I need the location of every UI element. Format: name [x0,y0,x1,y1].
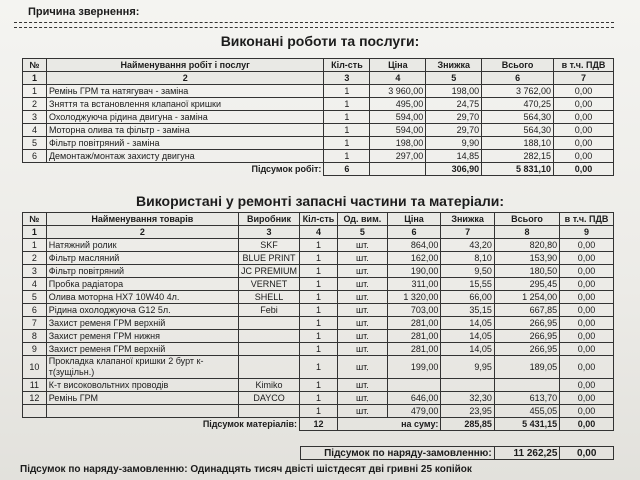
table-cell: 1 [300,239,338,252]
table-cell: 1 [300,343,338,356]
parts-row [23,291,614,304]
table-cell: Захист ременя ГРМ верхній [46,343,238,356]
parts-number-row [23,226,614,239]
table-cell: 180,50 [494,265,559,278]
column-number: 7 [554,72,614,85]
table-cell: 311,00 [387,278,441,291]
table-cell: 281,00 [387,330,441,343]
table-cell: 11 [23,379,47,392]
table-cell: шт. [337,392,387,405]
table-cell: шт. [337,330,387,343]
table-cell: 1 [300,291,338,304]
table-cell: 564,30 [482,124,554,137]
table-cell: 0,00 [560,265,614,278]
table-cell: 1 [300,330,338,343]
table-cell: Натяжний ролик [46,239,238,252]
table-cell: 594,00 [370,124,426,137]
column-number: 4 [300,226,338,239]
table-cell: 4 [23,278,47,291]
order-total-vat: 0,00 [560,447,614,460]
column-number: 9 [560,226,614,239]
table-cell: шт. [337,278,387,291]
table-cell: 24,75 [426,98,482,111]
table-cell: 9,90 [426,137,482,150]
column-header: в т.ч. ПДВ [554,59,614,72]
parts-total-qty: 12 [300,418,338,431]
table-cell: Фільтр масляний [46,252,238,265]
table-cell: SHELL [239,291,300,304]
table-cell: 66,00 [441,291,495,304]
column-header: Знижка [426,59,482,72]
column-number: 2 [46,72,323,85]
works-total-sum: 5 831,10 [482,163,554,176]
table-cell: Прокладка клапаної кришки 2 бурт к-т(зущільн.) [46,356,238,379]
table-cell: 5 [23,137,47,150]
table-cell: 266,95 [494,343,559,356]
table-cell: 1 [23,239,47,252]
works-total-qty: 6 [324,163,370,176]
parts-row [23,304,614,317]
table-cell: 189,05 [494,356,559,379]
works-total-discount: 306,90 [426,163,482,176]
table-cell: 190,00 [387,265,441,278]
parts-row [23,278,614,291]
table-cell: BLUE PRINT [239,252,300,265]
column-header: в т.ч. ПДВ [560,213,614,226]
table-cell: Охолоджуюча рідина двигуна - заміна [46,111,323,124]
table-cell: 297,00 [370,150,426,163]
table-cell: 1 [324,150,370,163]
table-cell: 1 320,00 [387,291,441,304]
parts-row [23,356,614,379]
table-cell: 3 [23,111,47,124]
table-cell: 29,70 [426,111,482,124]
table-cell: 188,10 [482,137,554,150]
table-cell: 266,95 [494,330,559,343]
parts-total-row [23,418,614,431]
parts-row [23,392,614,405]
table-cell: шт. [337,356,387,379]
table-cell: 6 [23,150,47,163]
table-cell: Kimiko [239,379,300,392]
table-cell [239,317,300,330]
table-cell: 1 [324,124,370,137]
table-cell: 14,05 [441,317,495,330]
table-cell: 198,00 [426,85,482,98]
order-total-value: 11 262,25 [494,447,560,460]
table-cell: Олива моторна HX7 10W40 4л. [46,291,238,304]
table-cell: Зняття та встановлення клапаної кришки [46,98,323,111]
table-cell: 9 [23,343,47,356]
column-number: 3 [324,72,370,85]
table-cell: шт. [337,317,387,330]
table-cell: 1 [300,405,338,418]
table-cell: 282,15 [482,150,554,163]
table-cell: 3 762,00 [482,85,554,98]
order-total-table [300,446,614,460]
table-cell: 5 [23,291,47,304]
column-header: Од. вим. [337,213,387,226]
table-cell: 0,00 [560,330,614,343]
table-cell: 667,85 [494,304,559,317]
table-cell: SKF [239,239,300,252]
table-cell: 14,85 [426,150,482,163]
table-cell: 14,05 [441,330,495,343]
table-cell [23,405,47,418]
table-cell: 9,95 [441,356,495,379]
table-cell: 703,00 [387,304,441,317]
table-cell: Ремінь ГРМ [46,392,238,405]
table-cell: 43,20 [441,239,495,252]
table-cell: 266,95 [494,317,559,330]
table-cell: 2 [23,98,47,111]
column-number: 6 [482,72,554,85]
table-cell: 153,90 [494,252,559,265]
column-number: 4 [370,72,426,85]
parts-total-discount: 285,85 [441,418,495,431]
table-cell: VERNET [239,278,300,291]
table-cell: шт. [337,252,387,265]
works-total-price [370,163,426,176]
table-cell: Фільтр повітряний - заміна [46,137,323,150]
table-cell: 613,70 [494,392,559,405]
table-cell: 1 [324,98,370,111]
parts-row [23,239,614,252]
table-cell: шт. [337,343,387,356]
table-cell: шт. [337,291,387,304]
table-cell: 820,80 [494,239,559,252]
table-cell: Демонтаж/монтаж захисту двигуна [46,150,323,163]
table-cell: 0,00 [554,124,614,137]
table-cell: 1 [300,317,338,330]
table-cell: 0,00 [560,317,614,330]
table-cell: Захист ременя ГРМ верхній [46,317,238,330]
table-cell: 0,00 [554,98,614,111]
table-cell: шт. [337,304,387,317]
table-cell: 15,55 [441,278,495,291]
column-number: 7 [441,226,495,239]
table-cell: 1 [300,392,338,405]
table-cell: 1 [300,379,338,392]
table-cell: 1 [324,111,370,124]
table-cell: 14,05 [441,343,495,356]
table-cell: Моторна олива та фільтр - заміна [46,124,323,137]
table-cell: 12 [23,392,47,405]
table-cell: 29,70 [426,124,482,137]
table-cell: 0,00 [560,356,614,379]
order-total-label: Підсумок по наряду-замовленню: [301,447,495,460]
table-cell: 9,50 [441,265,495,278]
table-cell: 7 [23,317,47,330]
table-cell: Фільтр повітряний [46,265,238,278]
column-header: Ціна [370,59,426,72]
table-cell: 1 [23,85,47,98]
table-cell: 3 [23,265,47,278]
column-number: 2 [46,226,238,239]
table-cell: 479,00 [387,405,441,418]
table-cell: 1 [300,278,338,291]
table-cell: шт. [337,265,387,278]
column-header: Найменування товарів [46,213,238,226]
table-cell: 32,30 [441,392,495,405]
table-cell: 4 [23,124,47,137]
order-total-row [301,447,614,460]
table-cell: 0,00 [560,379,614,392]
parts-row [23,343,614,356]
table-cell: 0,00 [554,111,614,124]
parts-total-sum: 5 431,15 [494,418,559,431]
table-cell: 1 [324,85,370,98]
parts-header-row [23,213,614,226]
parts-rows [23,239,614,418]
table-cell: 495,00 [370,98,426,111]
table-cell: 0,00 [560,239,614,252]
table-cell: Рідина охолоджуюча G12 5л. [46,304,238,317]
works-row [23,98,614,111]
table-cell: 0,00 [554,85,614,98]
table-cell: 0,00 [560,405,614,418]
column-number: 5 [426,72,482,85]
table-cell: 1 254,00 [494,291,559,304]
works-row [23,150,614,163]
table-cell: 646,00 [387,392,441,405]
works-row [23,124,614,137]
table-cell: 0,00 [554,137,614,150]
works-header-row [23,59,614,72]
table-cell: 35,15 [441,304,495,317]
table-cell: 23,95 [441,405,495,418]
column-header: Всього [494,213,559,226]
column-number: 1 [23,226,47,239]
table-cell: 281,00 [387,343,441,356]
table-cell: 1 [300,356,338,379]
column-header: Кіл-сть [324,59,370,72]
order-total-words: Підсумок по наряду-замовленню: Одинадцять тисяч двісті шістдесят дві гривні 25 копійок [20,464,472,475]
works-total-label: Підсумок робіт: [23,163,324,176]
table-cell [387,379,441,392]
works-row [23,85,614,98]
table-cell: 0,00 [560,343,614,356]
table-cell [441,379,495,392]
table-cell: 0,00 [560,392,614,405]
table-cell: 295,45 [494,278,559,291]
table-cell: К-т високовольтних проводів [46,379,238,392]
table-cell: 0,00 [554,150,614,163]
column-header: Найменування робіт і послуг [46,59,323,72]
table-cell: 1 [300,252,338,265]
parts-row [23,330,614,343]
table-cell: DAYCO [239,392,300,405]
table-cell: 455,05 [494,405,559,418]
table-cell: шт. [337,405,387,418]
works-rows [23,85,614,163]
table-cell [239,343,300,356]
table-cell: 198,00 [370,137,426,150]
parts-title: Використані у ремонті запасні частини та матеріали: [135,193,505,209]
column-header: № [23,213,47,226]
reason-label: Причина звернення: [28,6,140,18]
parts-row [23,252,614,265]
parts-row [23,405,614,418]
column-header: Виробник [239,213,300,226]
table-cell: 2 [23,252,47,265]
table-cell: шт. [337,239,387,252]
table-cell: шт. [337,379,387,392]
parts-total-vat: 0,00 [560,418,614,431]
parts-table [22,212,614,431]
works-title: Виконані роботи та послуги: [220,33,420,49]
table-cell: 0,00 [560,278,614,291]
table-cell: Ремінь ГРМ та натягувач - заміна [46,85,323,98]
table-cell: 281,00 [387,317,441,330]
table-cell: Захист ременя ГРМ нижня [46,330,238,343]
table-cell: 1 [324,137,370,150]
works-total-vat: 0,00 [554,163,614,176]
divider [14,22,614,23]
table-cell [239,356,300,379]
table-cell: 594,00 [370,111,426,124]
table-cell: 0,00 [560,304,614,317]
table-cell: 10 [23,356,47,379]
table-cell: 0,00 [560,252,614,265]
table-cell [239,330,300,343]
table-cell: 162,00 [387,252,441,265]
parts-sum-label: на суму: [337,418,440,431]
table-cell: JC PREMIUM [239,265,300,278]
table-cell: 8 [23,330,47,343]
column-header: Всього [482,59,554,72]
parts-row [23,317,614,330]
works-row [23,111,614,124]
table-cell: Пробка радіатора [46,278,238,291]
table-cell: 6 [23,304,47,317]
column-header: № [23,59,47,72]
table-cell: 199,00 [387,356,441,379]
divider [14,27,614,28]
table-cell [46,405,238,418]
table-cell: 864,00 [387,239,441,252]
column-header: Кіл-сть [300,213,338,226]
table-cell [239,405,300,418]
works-table [22,58,614,176]
table-cell: Febi [239,304,300,317]
column-number: 8 [494,226,559,239]
table-cell: 3 960,00 [370,85,426,98]
column-number: 1 [23,72,47,85]
column-header: Ціна [387,213,441,226]
works-row [23,137,614,150]
column-number: 3 [239,226,300,239]
column-number: 5 [337,226,387,239]
table-cell: 0,00 [560,291,614,304]
table-cell: 564,30 [482,111,554,124]
parts-total-label: Підсумок матеріалів: [23,418,300,431]
works-number-row [23,72,614,85]
table-cell: 8,10 [441,252,495,265]
works-total-row [23,163,614,176]
parts-row [23,379,614,392]
table-cell [494,379,559,392]
table-cell: 470,25 [482,98,554,111]
column-header: Знижка [441,213,495,226]
table-cell: 1 [300,265,338,278]
table-cell: 1 [300,304,338,317]
parts-row [23,265,614,278]
column-number: 6 [387,226,441,239]
